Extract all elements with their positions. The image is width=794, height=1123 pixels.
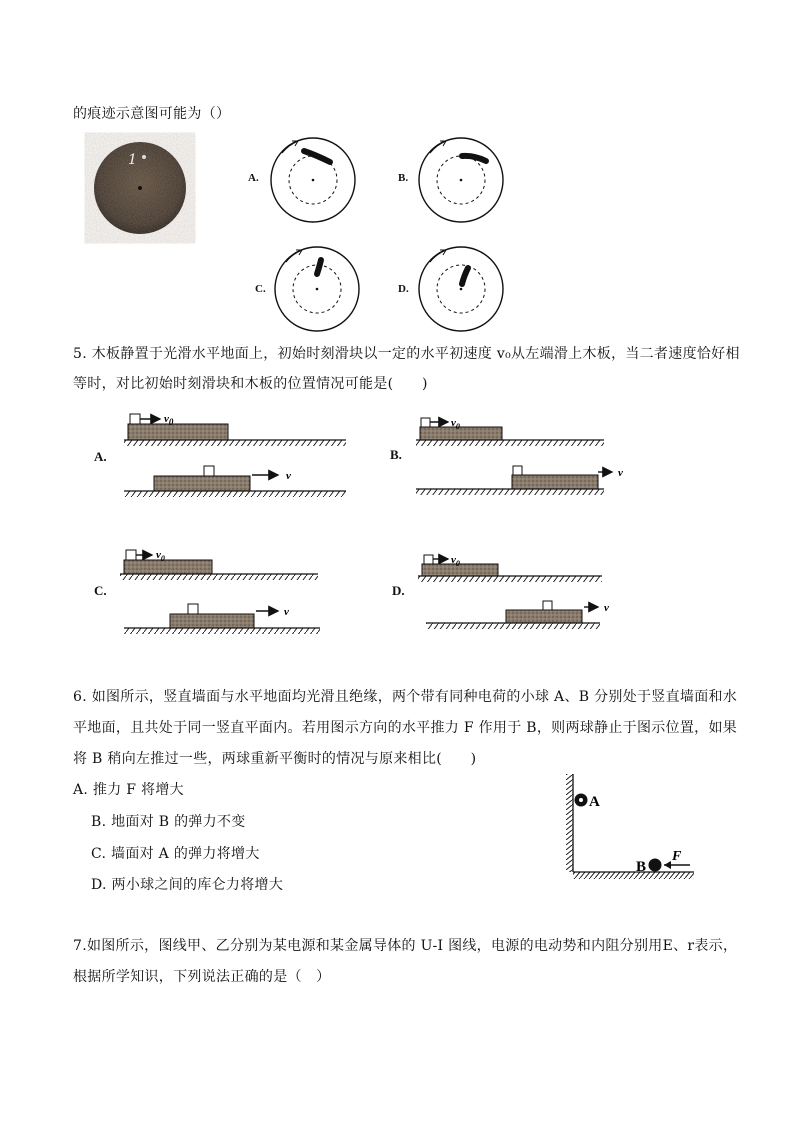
q7-text-line1: 7.如图所示，图线甲、乙分别为某电源和某金属导体的 U-I 图线，电源的电动势和内阻分别用E、r表示， xyxy=(73,938,738,954)
q5-option-d-label: D. xyxy=(392,583,405,598)
ball-a-label: A xyxy=(589,794,600,810)
q5-option-c-label: C. xyxy=(94,583,107,598)
q4-option-a-figure xyxy=(268,135,358,225)
q4-option-c-label: C. xyxy=(255,283,266,295)
q6-choice-d: D. 两小球之间的库仑力将增大 xyxy=(91,877,284,893)
q6-choice-a: A. 推力 F 将增大 xyxy=(73,782,184,798)
q6-choice-c: C. 墙面对 A 的弹力将增大 xyxy=(91,846,260,862)
q4-option-b-label: B. xyxy=(398,172,409,184)
q5-a-v0-label: $v_0$ xyxy=(164,413,174,427)
q5-c-v0-label: $v_0$ xyxy=(156,549,165,563)
q4-option-d-label: D. xyxy=(398,283,409,295)
svg-text:1: 1 xyxy=(128,152,137,168)
q7-text-line2: 根据所学知识，下列说法正确的是（ ） xyxy=(73,969,331,985)
force-f-label: F xyxy=(672,849,682,864)
q5-b-v-label: v xyxy=(618,467,623,479)
q4-option-a-label: A. xyxy=(248,172,259,184)
q4-text: 的痕迹示意图可能为（） xyxy=(73,106,231,122)
q5-option-a-label: A. xyxy=(94,449,107,464)
q4-option-d-figure xyxy=(416,244,506,334)
q5-figures xyxy=(0,400,794,650)
q4-option-c-figure xyxy=(272,244,362,334)
ball-b-label: B xyxy=(636,859,647,875)
q6-figure xyxy=(560,770,700,884)
q5-c-v-label: v xyxy=(284,606,289,618)
q6-text-line3: 将 B 稍向左推过一些，两球重新平衡时的情况与原来相比( ) xyxy=(73,751,477,767)
q5-a-v-label: v xyxy=(286,470,291,482)
q4-option-b-figure xyxy=(416,135,506,225)
q5-option-b-label: B. xyxy=(390,447,402,462)
q6-text-line2: 平地面，且共处于同一竖直平面内。若用图示方向的水平推力 F 作用于 B，则两球静止于图示位置，如果 xyxy=(73,720,738,736)
q6-choice-b: B. 地面对 B 的弹力不变 xyxy=(91,814,246,830)
q5-d-v0-label: $v_0$ xyxy=(451,554,460,568)
q5-text-line1: 5. 木板静置于光滑水平地面上，初始时刻滑块以一定的水平初速度 v₀从左端滑上木板，当二者速度恰好相 xyxy=(73,346,740,362)
q5-text-line2: 等时，对比初始时刻滑块和木板的位置情况可能是( ) xyxy=(73,376,428,392)
disc-photo xyxy=(92,140,188,236)
q5-d-v-label: v xyxy=(604,602,609,614)
q6-text-line1: 6. 如图所示，竖直墙面与水平地面均光滑且绝缘，两个带有同种电荷的小球 A、B 分别处于竖直墙面和水 xyxy=(73,689,738,705)
q5-b-v0-label: $v_0$ xyxy=(451,417,460,431)
